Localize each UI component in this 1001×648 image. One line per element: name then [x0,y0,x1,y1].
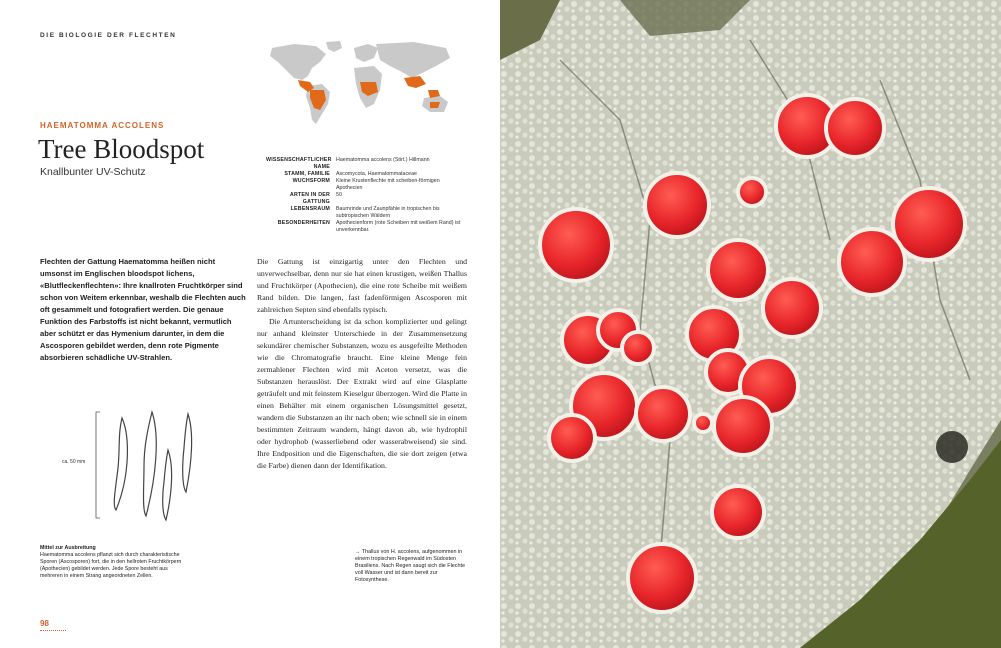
apothecium [839,229,905,295]
apothecium [636,387,690,441]
fact-value: Haematomma accolens (Stirt.) Hillmann [336,157,430,163]
fact-row [266,171,466,178]
body-paragraph: Die Gattung ist einzigartig unter den Flechten und unverwechselbar, denn nur sie hat einen krustigen, weißen Thallus und Fruchtkörper (Apothecien), die eine rote Scheibe mit weißem Rand bilden. Die langen, fast fadenförmigen Ascosporen mit zahlreichen Septen sind ebenfalls typisch. [257,257,467,314]
fact-row [266,206,466,220]
apothecium [622,332,654,364]
page-subtitle: Knallbunter UV-Schutz [40,166,146,178]
body-paragraph: Die Artunterscheidung ist da schon komplizierter und gelingt nur anhand kleinster Unterschiede in der Zusammensetzung sekundärer chemischer Substanzen, wozu es ausgefeilte Methoden wie die Chromatografie braucht. Eine kleine Menge fein zermahlener Flechten wird mit Aceton versetzt, was die Substanzen herauslöst. Der Extrakt wird auf eine Glasplatte geträufelt und mit feinstem Kieselgur überzogen. Wird die Platte in einen Behälter mit einem organischen Lösungsmittel gesetzt, wandern die Substanzen an ihr nach oben; wie schnell sie in einem bestimmten Zeitraum wandern, hängt davon ab, wie hydrophil oder hydrophob (wasserliebend oder wasserabweisend) sie sind. Ihre Endposition und die Eigenschaften, die sie dort zeigen (etwa die Farbe) dienen dann der Identifikation. [257,317,467,470]
fact-table [266,157,466,234]
spore [163,450,172,520]
apothecium [540,209,612,281]
apothecium [549,415,595,461]
apothecium [826,99,884,157]
fact-label: WUCHSFORM [292,178,330,184]
fact-value: Kleine Krustenflechte mit scheiben-förmigen Apothecien [336,178,440,191]
spore [144,412,157,516]
spore-illustration [94,406,204,526]
fact-label: WISSENSCHAFTLICHER NAME [266,157,332,170]
dark-spot [936,431,968,463]
fact-value: Ascomycota, Haematommataceae [336,171,417,177]
fact-label: STAMM, FAMILIE [284,171,330,177]
lead-paragraph: Flechten der Gattung Haematomma heißen nicht umsonst im Englischen bloodspot lichens, «Blutfleckenflechten»: Ihre knallroten Fruchtkörper sind schon von Weitem erkennbar, weshalb die Flechten auch oft gesammelt und fotografiert werden. Die genaue Funktion des Farbstoffs ist nicht bekannt, vermutlich aber schützt er das Hymenium darunter, in dem die Ascosporen gebildet werden, denn rote Pigmente absorbieren schädliche UV-Strahlen. [40,257,246,362]
apothecium [738,178,766,206]
fact-value: Apothecienform (rote Scheiben mit weißem Rand) ist unverkennbar. [336,220,461,233]
photo-caption: → Thallus von H. accolens, aufgenommen in einem tropischen Regenwald im Südosten Brasiliens. Nach Regen saugt sich die Flechte voll Wasser und ist dann bereit zur Fotosynthese. [355,549,465,583]
left-page [0,0,500,648]
fact-row [266,192,466,206]
figure-caption-text: Haematomma accolens pflanzt sich durch charakteristische Sporen (Ascosporen) fort, die in den hellroten Fruchtkörpern (Apothecien) gebildet werden. Jede Spore besteht aus mehreren in einem Strang angeordneten Zellen. [40,552,182,579]
fact-row [266,157,466,171]
fact-label: LEBENSRAUM [290,206,330,212]
body-text [257,256,467,472]
fact-value: 50 [336,192,342,198]
fact-label: ARTEN IN DER GATTUNG [289,192,330,205]
figure-caption-title: Mittel zur Ausbreitung [40,545,96,551]
apothecium [763,279,821,337]
fact-row [266,220,466,234]
species-kicker: HAEMATOMMA ACCOLENS [40,121,165,130]
figure-caption [40,545,190,580]
map-greenland [326,41,342,52]
lichen-photo-illustration [500,0,1001,648]
page-number: 98 [40,619,49,628]
scale-bracket [96,412,100,518]
fact-value: Baumrinde und Zaunpfähle in tropischen bis subtropischen Wäldern [336,206,440,219]
fact-row [266,178,466,192]
apothecium [714,397,772,455]
map-asia [376,42,450,78]
range-southeast-asia [404,76,426,88]
page-number-ornament [40,630,66,631]
running-head: DIE BIOLOGIE DER FLECHTEN [40,32,177,39]
spore [114,418,127,510]
page-title: Tree Bloodspot [38,134,205,164]
map-north-america [270,44,326,80]
apothecium [645,173,709,237]
scale-label: ca. 50 mm [62,459,86,465]
apothecium [694,414,712,432]
apothecium [712,486,764,538]
map-europe [354,44,378,62]
world-distribution-map [264,38,460,132]
apothecium [628,544,696,612]
lichen-photo [500,0,1001,648]
fact-label: BESONDERHEITEN [277,220,330,226]
spore [183,414,192,492]
apothecium [708,240,768,300]
